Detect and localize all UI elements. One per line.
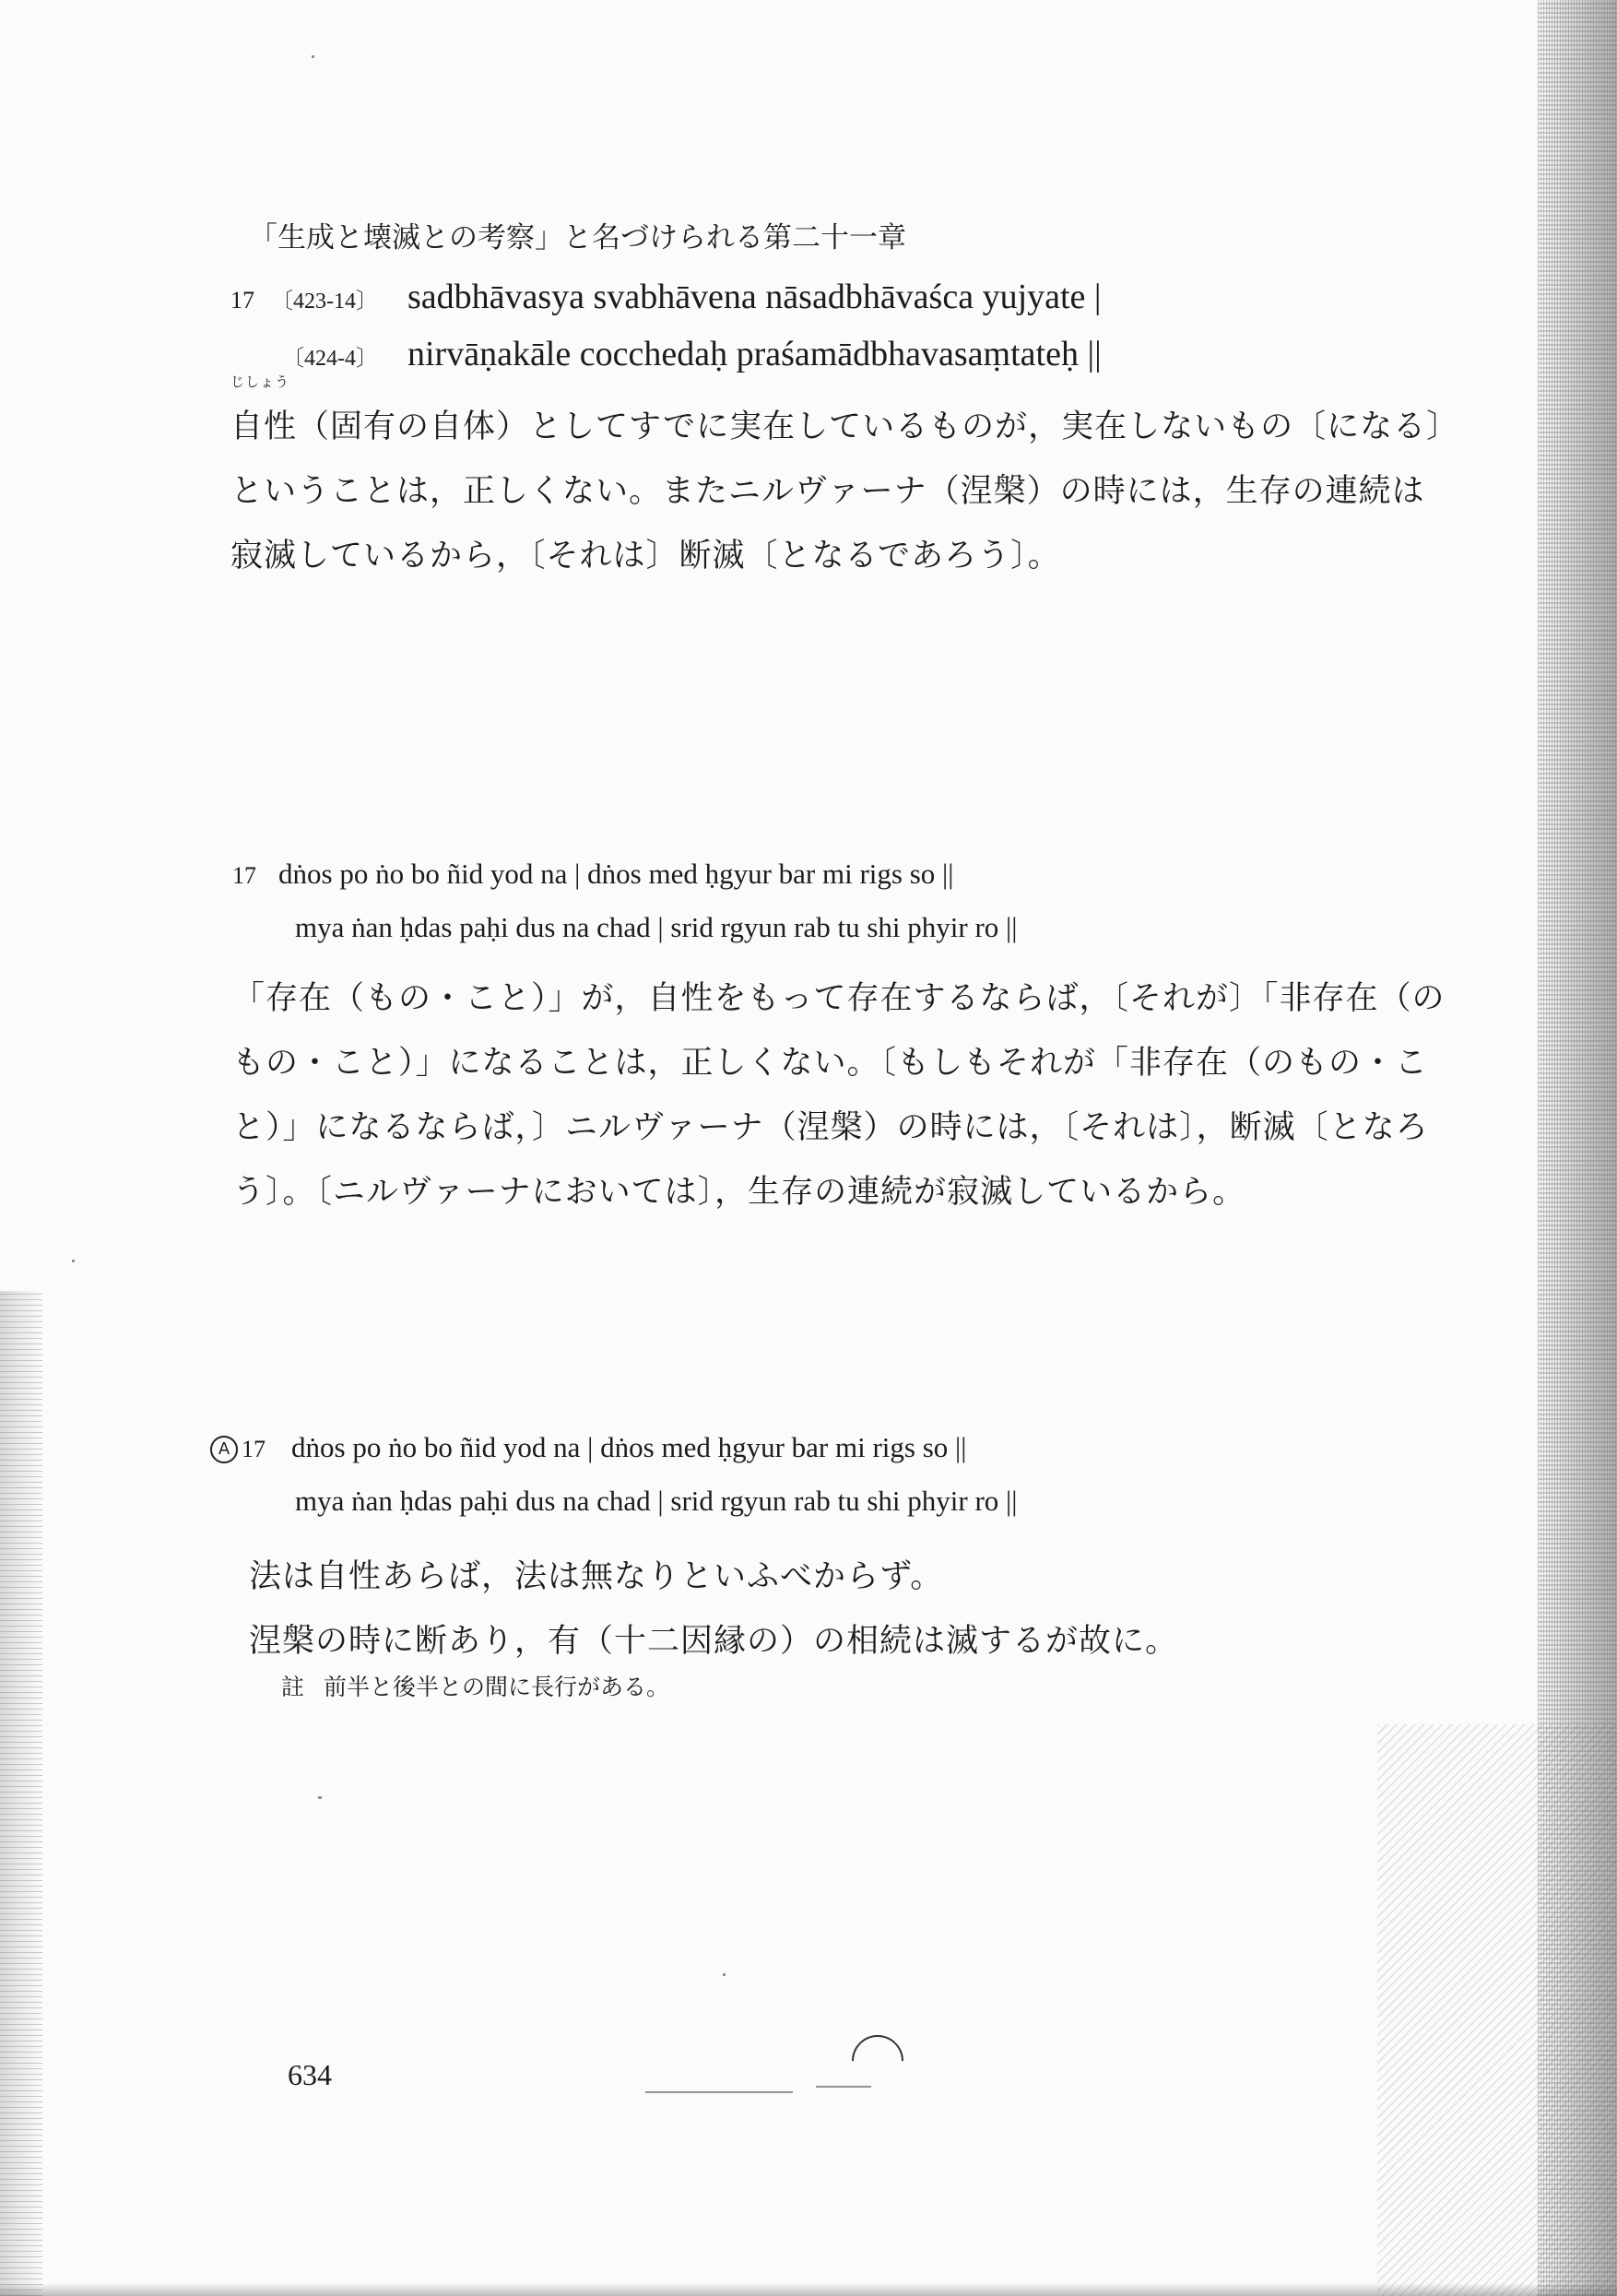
sanskrit-verse-line-1 [230,277,1102,317]
sanskrit-text: sadbhāvasya svabhāvena nāsadbhāvaśca yujyate | [407,278,1102,316]
tibetan-text: mya ṅan ḥdas paḥi dus na chad | srid rgyun rab tu shi phyir ro || [295,1485,1018,1517]
scan-dash [816,2086,871,2088]
circled-a-mark: A [210,1436,238,1463]
scan-dash [645,2091,793,2093]
ruby-term [230,373,298,459]
scan-edge-bottom [0,2283,1617,2296]
chapter-title: 「生成と壊滅との考察」と名づけられる第二十一章 [249,221,906,254]
scan-edge-left [0,1291,42,2296]
tibetan-text: dṅos po ṅo bo ñid yod na | dṅos med ḥgyur bar mi rigs so || [291,1431,967,1463]
translation-line: と）」になるならば，〕ニルヴァーナ（涅槃）の時には，〔それは〕，断滅〔となろ [232,1109,1429,1146]
note-text: 前半と後半との間に長行がある。 [324,1674,670,1700]
verse-reference: 〔423-14〕 [271,290,378,314]
translation-line: 涅槃の時に断あり，有（十二因縁の）の相続は滅するが故に。 [249,1623,1179,1660]
translation-line: 「存在（もの・こと）」が，自性をもって存在するならば，〔それが〕「非存在（の [232,980,1446,1017]
footnote [281,1669,669,1702]
tibetan-text: dṅos po ṅo bo ñid yod na | dṅos med ḥgyur bar mi rigs so || [278,858,954,890]
translation-line: もの・こと）」になることは，正しくない。〔もしもそれが「非存在（のもの・こ [232,1045,1429,1082]
circled-verse-line-1 [210,1431,966,1464]
tibetan-verse-line-2 [295,911,1017,944]
sanskrit-translation [230,373,1460,588]
translation-line: 寂滅しているから，〔それは〕断滅〔となるであろう〕。 [230,538,1061,574]
circled-verse-line-2 [295,1485,1017,1518]
classical-translation [249,1544,1178,1674]
scan-dot [723,1973,726,1976]
tibetan-translation [232,966,1446,1225]
translation-line: う〕。〔ニルヴァーナにおいては〕，生存の連続が寂滅しているから。 [232,1174,1246,1211]
tibetan-verse-line-1 [232,858,953,891]
scan-dot [72,1260,75,1262]
tibetan-text: mya ṅan ḥdas paḥi dus na chad | srid rgyun rab tu shi phyir ro || [295,911,1018,943]
ruby-base: 自性 [230,408,298,445]
ruby-reading: じしょう [230,373,290,390]
translation-line: 法は自性あらば，法は無なりといふべからず。 [249,1558,944,1595]
sanskrit-verse-line-2 [282,334,1102,374]
scan-dot [312,55,314,58]
verse-reference: 〔424-4〕 [282,347,378,371]
scan-speckle [1377,1724,1617,2296]
page-number: 634 [288,2058,332,2091]
verse-number: 17 [232,862,256,889]
translation-text: （固有の自体）としてすでに実在しているものが，実在しないもの〔になる〕 [297,408,1460,445]
scan-dot [318,1796,322,1799]
verse-number: 17 [242,1436,266,1462]
translation-line [230,373,1460,459]
verse-number: 17 [230,287,254,314]
note-label: 註 [281,1674,305,1700]
sanskrit-text: nirvāṇakāle cocchedaḥ praśamādbhavasaṃtateḥ || [407,335,1102,373]
translation-line: ということは，正しくない。またニルヴァーナ（涅槃）の時には，生存の連続は [230,473,1425,510]
